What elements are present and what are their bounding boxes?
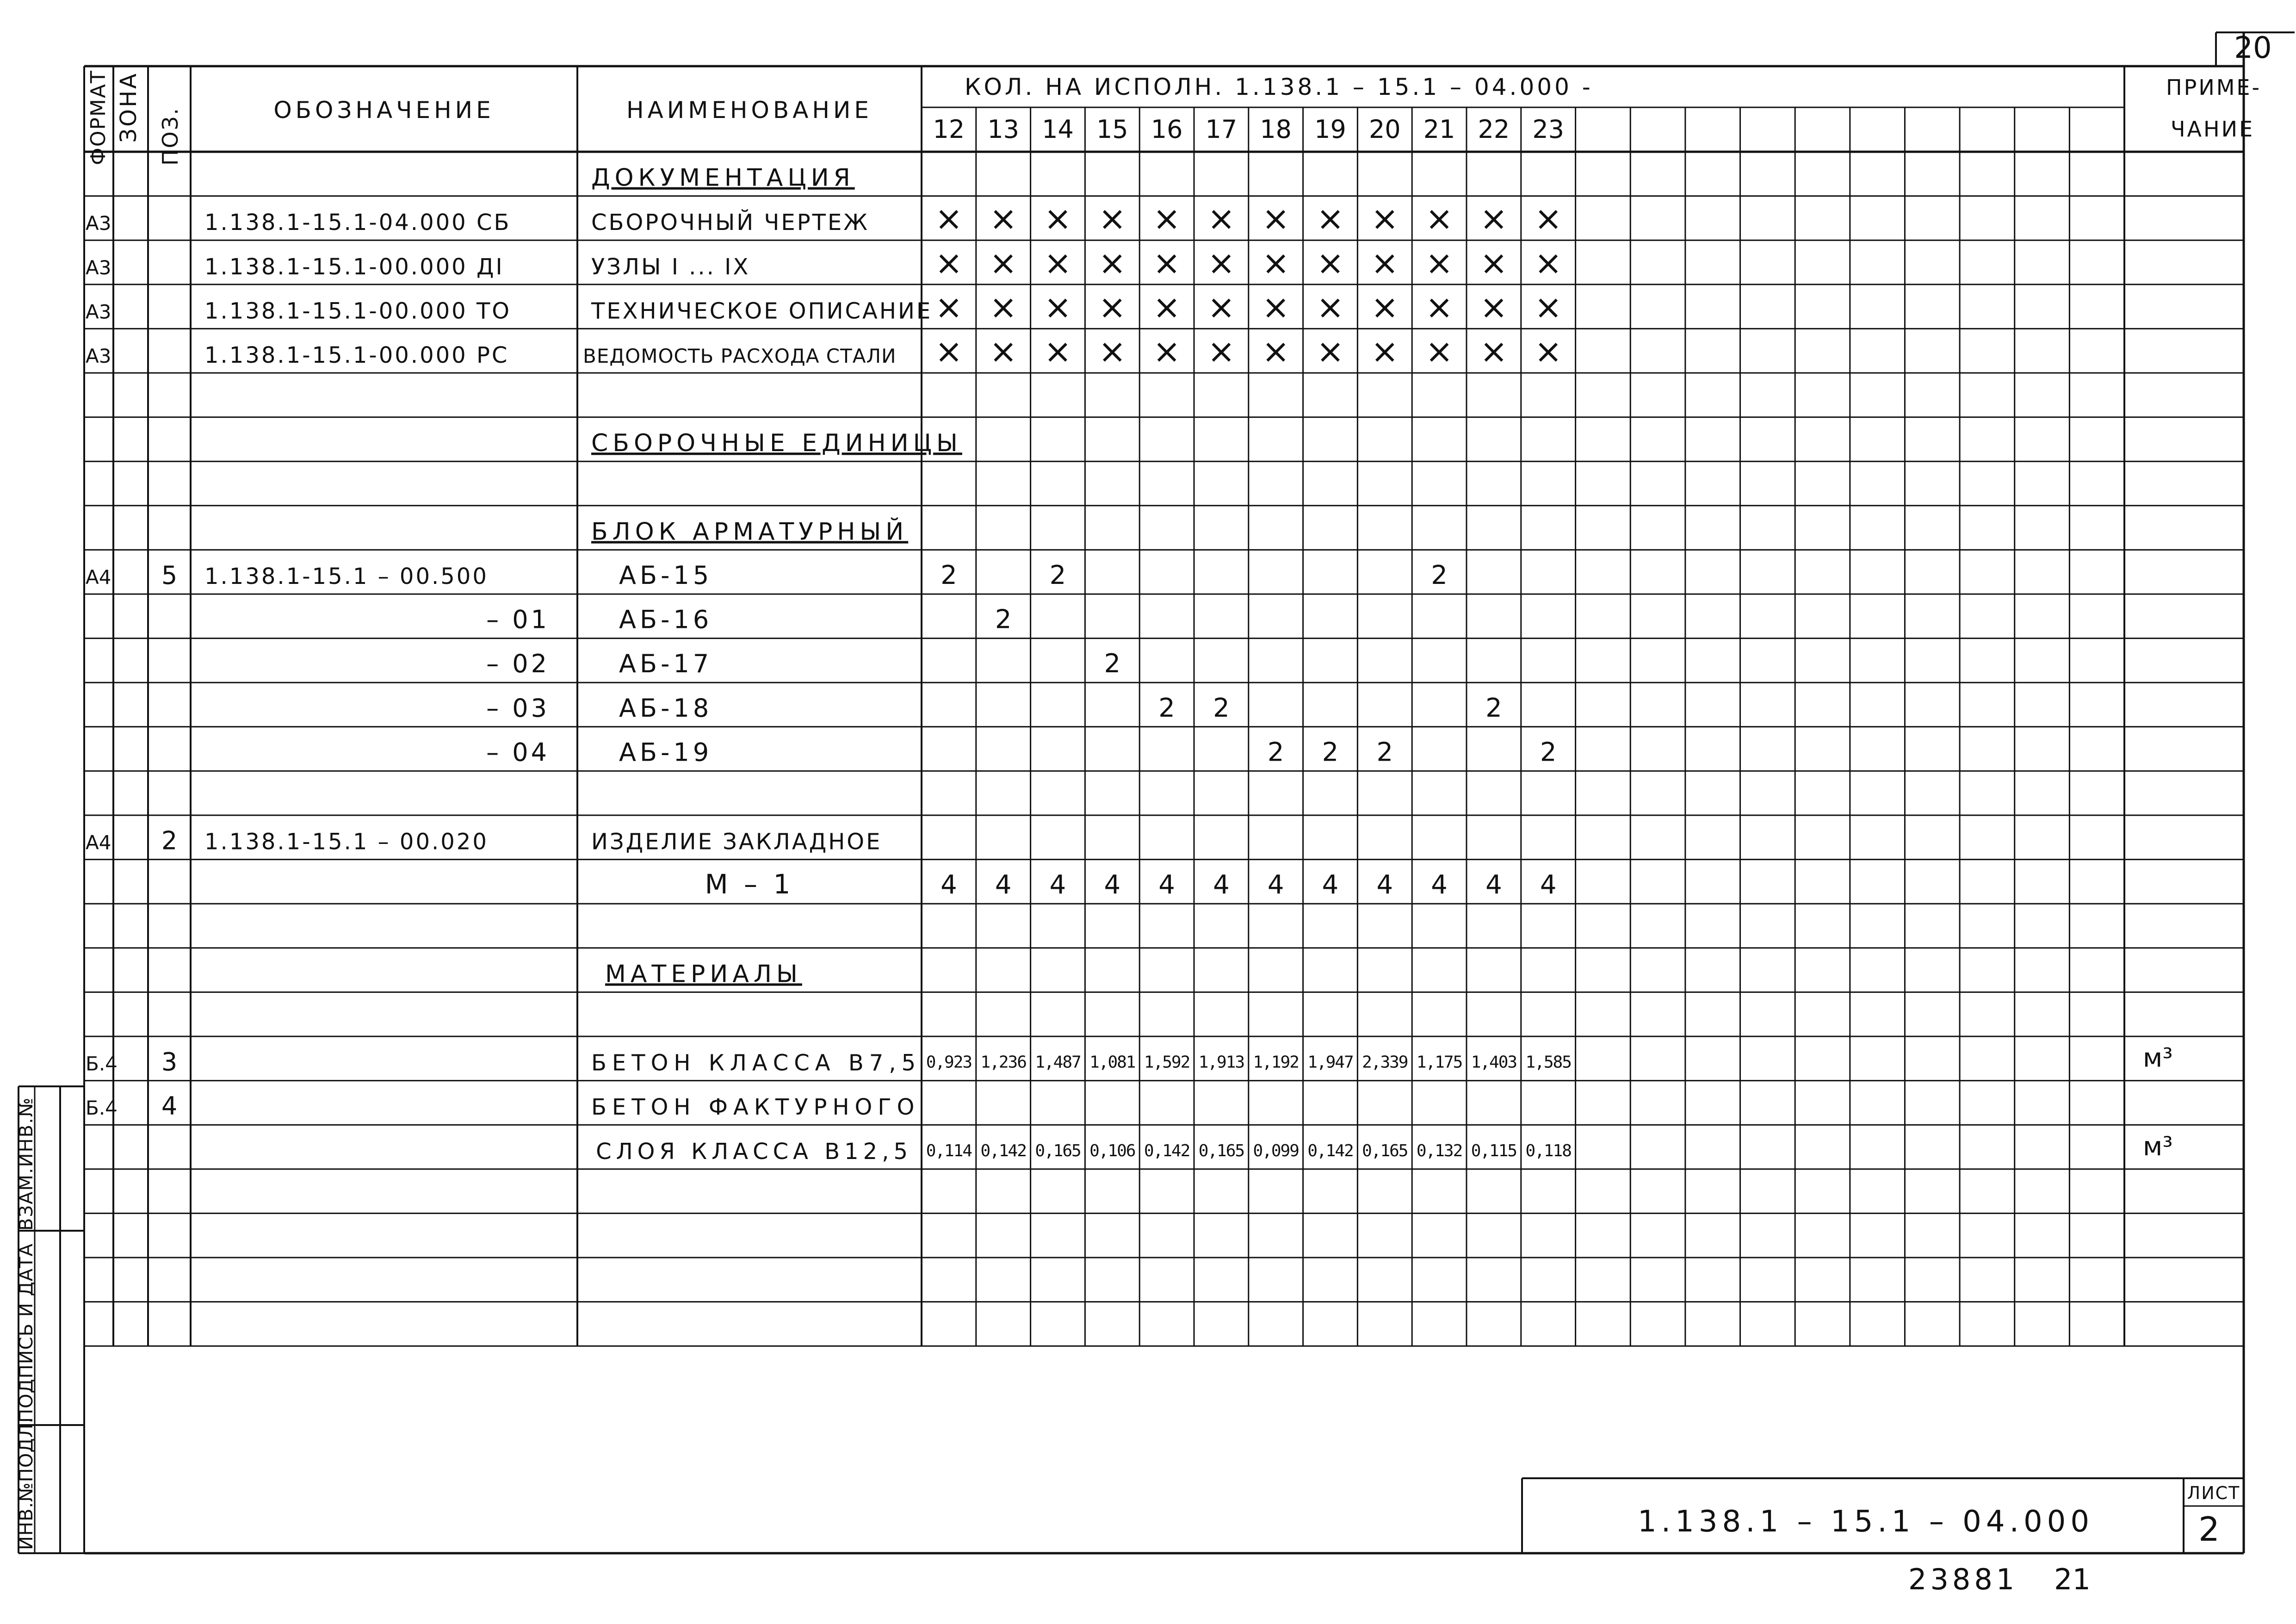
quantity-value: 2 bbox=[1104, 649, 1121, 679]
x-mark: × bbox=[1316, 199, 1344, 238]
x-mark: × bbox=[1534, 243, 1562, 282]
quantity-value: 1,175 bbox=[1416, 1053, 1462, 1072]
header-note: ЧАНИЕ bbox=[2171, 117, 2255, 142]
quantity-value: 4 bbox=[1104, 870, 1121, 900]
quantity-value: 0,165 bbox=[1198, 1141, 1244, 1160]
quantity-value: 4 bbox=[941, 870, 957, 900]
quantity-value: 4 bbox=[1049, 870, 1066, 900]
row-pos: 3 bbox=[161, 1047, 178, 1077]
x-mark: × bbox=[1098, 243, 1126, 282]
variant-label: 22 bbox=[1478, 115, 1510, 144]
quantity-value: 0,118 bbox=[1525, 1141, 1571, 1160]
x-mark: × bbox=[934, 332, 963, 371]
x-mark: × bbox=[1479, 332, 1508, 371]
x-mark: × bbox=[1207, 287, 1236, 327]
quantity-value: 4 bbox=[1267, 870, 1284, 900]
row-name: АБ-15 bbox=[619, 561, 713, 590]
x-mark: × bbox=[1425, 243, 1454, 282]
quantity-value: 2 bbox=[1485, 693, 1502, 723]
quantity-value: 0,115 bbox=[1471, 1141, 1517, 1160]
variant-label: 19 bbox=[1314, 115, 1346, 144]
quantity-value: 2,339 bbox=[1362, 1053, 1408, 1072]
x-mark: × bbox=[1479, 243, 1508, 282]
sheet-number: 2 bbox=[2198, 1510, 2220, 1549]
x-mark: × bbox=[1207, 332, 1236, 371]
x-mark: × bbox=[1044, 243, 1072, 282]
section-heading: ДОКУМЕНТАЦИЯ bbox=[591, 164, 855, 192]
quantity-value: 1,081 bbox=[1089, 1053, 1135, 1072]
x-mark: × bbox=[1479, 287, 1508, 327]
row-format: А3 bbox=[86, 300, 111, 323]
quantity-value: 1,585 bbox=[1525, 1053, 1571, 1072]
variant-label: 23 bbox=[1532, 115, 1565, 144]
x-mark: × bbox=[1316, 332, 1344, 371]
x-mark: × bbox=[1044, 199, 1072, 238]
side-label: ВЗАМ.ИНВ.№ bbox=[16, 1097, 37, 1231]
quantity-value: 1,487 bbox=[1035, 1053, 1081, 1072]
row-format: Б.4 bbox=[86, 1097, 118, 1120]
row-name: ИЗДЕЛИЕ ЗАКЛАДНОЕ bbox=[591, 829, 882, 855]
quantity-value: 0,165 bbox=[1362, 1141, 1408, 1160]
x-mark: × bbox=[934, 199, 963, 238]
quantity-value: 4 bbox=[1485, 870, 1502, 900]
quantity-value: 2 bbox=[941, 560, 957, 590]
side-label: ПОДПИСЬ И ДАТА bbox=[16, 1243, 37, 1423]
row-pos: 5 bbox=[161, 561, 178, 590]
row-format: А3 bbox=[86, 345, 111, 367]
quantity-value: 1,592 bbox=[1144, 1053, 1190, 1072]
row-designation: 1.138.1-15.1-00.000 РС bbox=[204, 342, 509, 368]
quantity-value: 1,913 bbox=[1198, 1053, 1244, 1072]
row-pos: 2 bbox=[161, 826, 178, 855]
archive-number: 23881 bbox=[1908, 1562, 2018, 1596]
row-name: СЛОЯ КЛАССА В12,5 bbox=[596, 1138, 912, 1165]
row-designation: – 01 bbox=[486, 605, 550, 634]
variant-label: 12 bbox=[933, 115, 965, 144]
quantity-value: 0,142 bbox=[1144, 1141, 1190, 1160]
x-mark: × bbox=[1262, 332, 1290, 371]
x-mark: × bbox=[1152, 332, 1181, 371]
quantity-value: 2 bbox=[1213, 693, 1230, 723]
quantity-value: 2 bbox=[1376, 737, 1393, 768]
x-mark: × bbox=[1262, 287, 1290, 327]
x-mark: × bbox=[1425, 199, 1454, 238]
row-format: А4 bbox=[86, 831, 111, 854]
x-mark: × bbox=[1152, 199, 1181, 238]
quantity-value: 2 bbox=[1540, 737, 1557, 768]
x-mark: × bbox=[1479, 199, 1508, 238]
row-name: АБ-17 bbox=[619, 649, 713, 679]
quantity-value: 2 bbox=[1322, 737, 1339, 768]
x-mark: × bbox=[1371, 287, 1399, 327]
quantity-value: 4 bbox=[1376, 870, 1393, 900]
x-mark: × bbox=[1098, 332, 1126, 371]
row-note: м³ bbox=[2143, 1043, 2173, 1073]
x-mark: × bbox=[1371, 199, 1399, 238]
quantity-value: 2 bbox=[995, 604, 1012, 635]
quantity-value: 2 bbox=[1431, 560, 1448, 590]
row-designation: 1.138.1-15.1-04.000 СБ bbox=[204, 210, 511, 236]
row-name: М – 1 bbox=[705, 868, 794, 900]
quantity-value: 0,114 bbox=[926, 1141, 972, 1160]
row-note: м³ bbox=[2143, 1131, 2173, 1162]
quantity-value: 4 bbox=[995, 870, 1012, 900]
section-heading: СБОРОЧНЫЕ ЕДИНИЦЫ bbox=[591, 429, 962, 458]
variant-label: 13 bbox=[987, 115, 1020, 144]
side-label: ИНВ.№ПОДЛ. bbox=[16, 1417, 37, 1550]
x-mark: × bbox=[1534, 332, 1562, 371]
header-zone: ЗОНА bbox=[116, 72, 142, 143]
header-name: НАИМЕНОВАНИЕ bbox=[626, 97, 873, 124]
quantity-value: 4 bbox=[1322, 870, 1339, 900]
document-code: 1.138.1 – 15.1 – 04.000 bbox=[1638, 1505, 2094, 1539]
section-heading: МАТЕРИАЛЫ bbox=[605, 960, 802, 988]
x-mark: × bbox=[1371, 243, 1399, 282]
quantity-value: 4 bbox=[1540, 870, 1557, 900]
row-name: ВЕДОМОСТЬ РАСХОДА СТАЛИ bbox=[583, 345, 897, 367]
quantity-value: 1,403 bbox=[1471, 1053, 1517, 1072]
variant-label: 16 bbox=[1151, 115, 1183, 144]
quantity-value: 0,142 bbox=[1307, 1141, 1353, 1160]
row-format: А4 bbox=[86, 566, 111, 589]
variant-label: 21 bbox=[1423, 115, 1455, 144]
x-mark: × bbox=[1425, 287, 1454, 327]
x-mark: × bbox=[1098, 199, 1126, 238]
section-heading: БЛОК АРМАТУРНЫЙ bbox=[591, 518, 909, 546]
table-text bbox=[16, 31, 2272, 1596]
row-designation: 1.138.1-15.1 – 00.020 bbox=[204, 829, 489, 855]
x-mark: × bbox=[1098, 287, 1126, 327]
header-note: ПРИМЕ- bbox=[2166, 75, 2262, 100]
row-name: БЕТОН КЛАССА В7,5 bbox=[591, 1050, 922, 1076]
row-designation: 1.138.1-15.1-00.000 ДI bbox=[204, 254, 504, 280]
quantity-value: 0,142 bbox=[980, 1141, 1026, 1160]
x-mark: × bbox=[989, 199, 1017, 238]
x-mark: × bbox=[934, 243, 963, 282]
quantity-value: 2 bbox=[1267, 737, 1284, 768]
variant-label: 18 bbox=[1260, 115, 1292, 144]
row-designation: 1.138.1-15.1 – 00.500 bbox=[204, 564, 489, 589]
row-name: СБОРОЧНЫЙ ЧЕРТЕЖ bbox=[591, 210, 869, 236]
variant-label: 20 bbox=[1368, 115, 1401, 144]
header-qty-title: КОЛ. НА ИСПОЛН. 1.138.1 – 15.1 – 04.000 - bbox=[965, 74, 1593, 100]
row-designation: 1.138.1-15.1-00.000 ТО bbox=[204, 298, 512, 324]
page-number: 20 bbox=[2234, 31, 2272, 65]
x-mark: × bbox=[1262, 199, 1290, 238]
x-mark: × bbox=[1316, 287, 1344, 327]
header-designation: ОБОЗНАЧЕНИЕ bbox=[273, 97, 495, 124]
x-mark: × bbox=[1044, 287, 1072, 327]
x-mark: × bbox=[989, 243, 1017, 282]
x-mark: × bbox=[934, 287, 963, 327]
row-format: А3 bbox=[86, 256, 111, 279]
row-name: ТЕХНИЧЕСКОЕ ОПИСАНИЕ bbox=[591, 298, 933, 324]
row-format: Б.4 bbox=[86, 1052, 118, 1075]
quantity-value: 0,923 bbox=[926, 1053, 972, 1072]
row-name: БЕТОН ФАКТУРНОГО bbox=[591, 1094, 920, 1121]
quantity-value: 4 bbox=[1431, 870, 1448, 900]
quantity-value: 1,947 bbox=[1307, 1053, 1353, 1072]
x-mark: × bbox=[989, 332, 1017, 371]
x-mark: × bbox=[1207, 243, 1236, 282]
row-name: АБ-16 bbox=[619, 605, 713, 634]
quantity-value: 2 bbox=[1158, 693, 1175, 723]
x-mark: × bbox=[1534, 199, 1562, 238]
x-mark: × bbox=[1371, 332, 1399, 371]
row-name: АБ-19 bbox=[619, 738, 713, 767]
header-pos: ПОЗ. bbox=[158, 107, 183, 166]
variant-label: 17 bbox=[1205, 115, 1238, 144]
header-format: ФОРМАТ bbox=[87, 70, 110, 165]
x-mark: × bbox=[1152, 287, 1181, 327]
variant-label: 15 bbox=[1096, 115, 1128, 144]
quantity-value: 0,106 bbox=[1089, 1141, 1135, 1160]
x-mark: × bbox=[1207, 199, 1236, 238]
x-mark: × bbox=[1152, 243, 1181, 282]
row-name: УЗЛЫ I ... IX bbox=[591, 254, 750, 280]
x-mark: × bbox=[1534, 287, 1562, 327]
row-designation: – 03 bbox=[486, 693, 550, 723]
quantity-value: 4 bbox=[1213, 870, 1230, 900]
x-mark: × bbox=[989, 287, 1017, 327]
x-mark: × bbox=[1316, 243, 1344, 282]
sheet-ref: 21 bbox=[2054, 1562, 2091, 1596]
row-name: АБ-18 bbox=[619, 693, 713, 723]
quantity-value: 0,165 bbox=[1035, 1141, 1081, 1160]
row-pos: 4 bbox=[161, 1091, 178, 1121]
row-designation: – 04 bbox=[486, 738, 550, 767]
quantity-value: 2 bbox=[1049, 560, 1066, 590]
x-mark: × bbox=[1425, 332, 1454, 371]
row-format: А3 bbox=[86, 212, 111, 235]
quantity-value: 0,132 bbox=[1416, 1141, 1462, 1160]
variant-label: 14 bbox=[1042, 115, 1074, 144]
quantity-value: 1,236 bbox=[980, 1053, 1026, 1072]
quantity-value: 1,192 bbox=[1253, 1053, 1299, 1072]
quantity-value: 4 bbox=[1158, 870, 1175, 900]
x-mark: × bbox=[1262, 243, 1290, 282]
quantity-value: 0,099 bbox=[1253, 1141, 1299, 1160]
sheet-label: ЛИСТ bbox=[2187, 1483, 2240, 1503]
row-designation: – 02 bbox=[486, 649, 550, 679]
x-mark: × bbox=[1044, 332, 1072, 371]
